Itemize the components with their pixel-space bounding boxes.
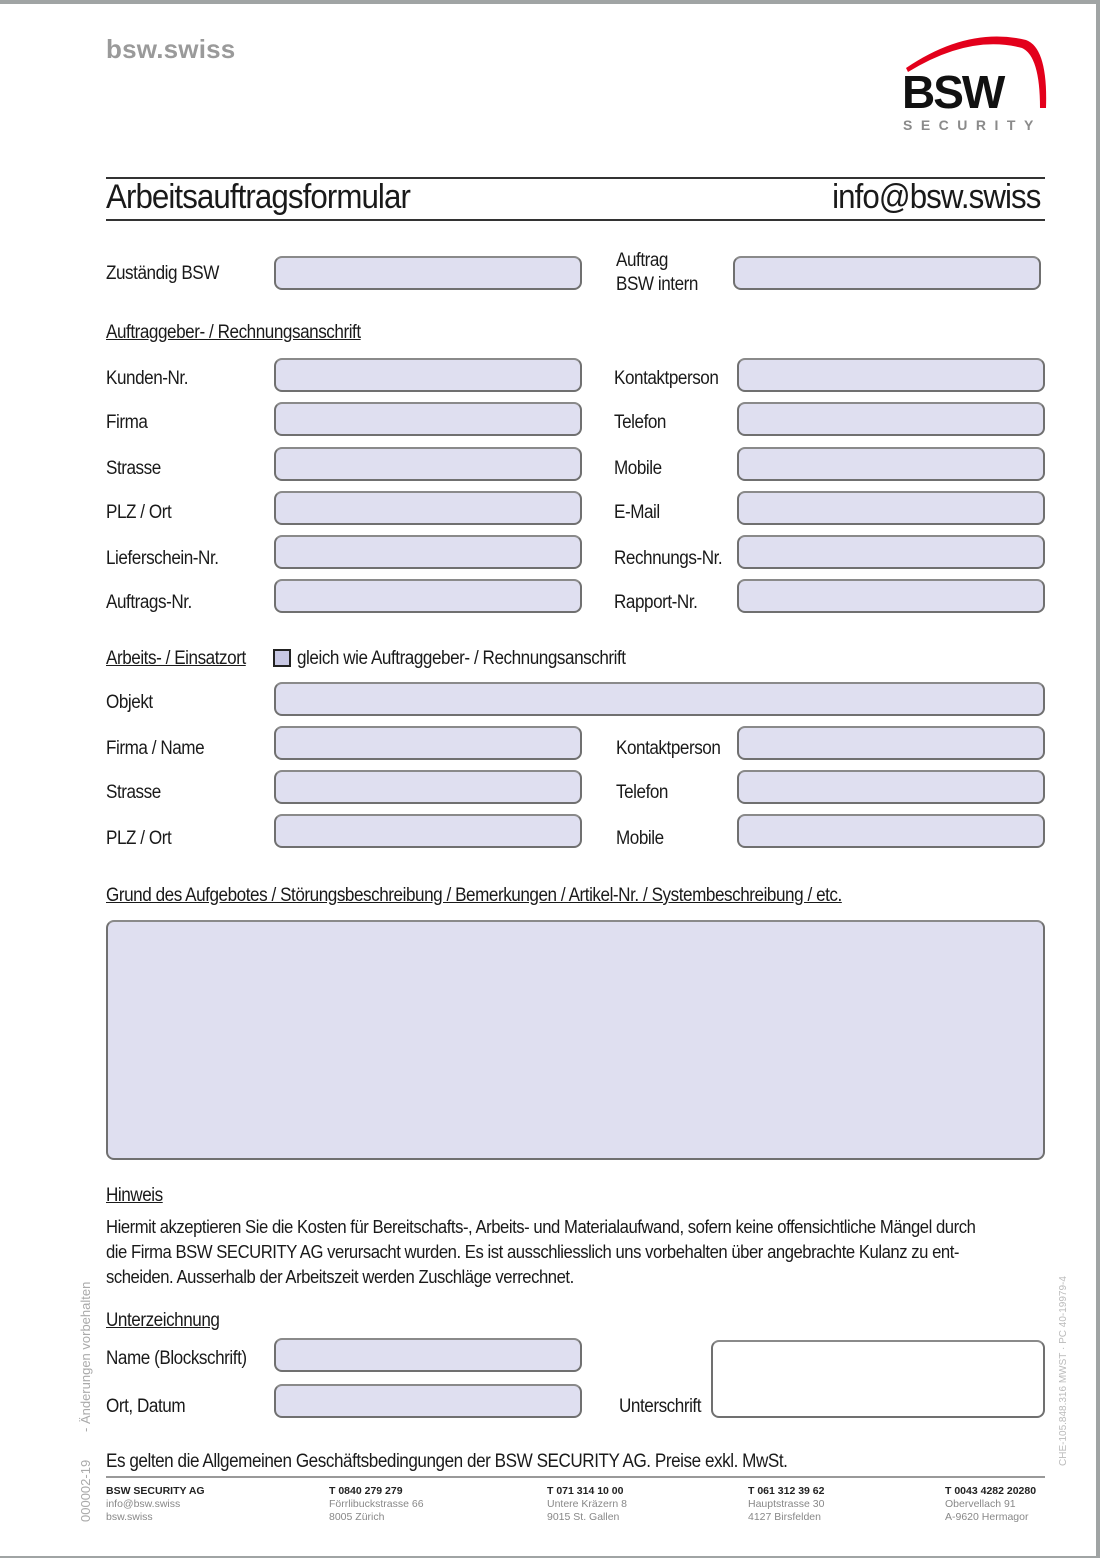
site-kontaktperson-label: Kontaktperson <box>616 738 721 759</box>
unterschrift-label: Unterschrift <box>619 1396 702 1417</box>
agb-text: Es gelten die Allgemeinen Geschäftsbedingungen der BSW SECURITY AG. Preise exkl. MwSt. <box>106 1451 788 1472</box>
footer-street: Förrlibuckstrasse 66 <box>329 1498 424 1510</box>
site-strasse-input[interactable] <box>274 770 582 804</box>
site-url: bsw.swiss <box>106 34 236 64</box>
footer-col-company <box>106 1485 205 1524</box>
notice-text <box>106 1214 1051 1289</box>
form-page <box>0 4 1096 1556</box>
site-strasse-label: Strasse <box>106 782 161 803</box>
auftrag-label-2: BSW intern <box>616 274 698 295</box>
telefon-input[interactable] <box>737 402 1045 436</box>
site-telefon-input[interactable] <box>737 770 1045 804</box>
ort-datum-input[interactable] <box>274 1384 582 1418</box>
signature-box[interactable] <box>711 1340 1045 1418</box>
changes-reserved: - Änderungen vorbehalten <box>78 1281 93 1432</box>
ort-datum-label: Ort, Datum <box>106 1396 186 1417</box>
auftrags-nr-label: Auftrags-Nr. <box>106 592 192 613</box>
email-label: E-Mail <box>614 502 660 523</box>
footer-rule <box>106 1476 1045 1478</box>
doc-number: 000002-19 <box>78 1459 93 1522</box>
footer-city: 4127 Birsfelden <box>748 1511 821 1523</box>
plz-ort-input[interactable] <box>274 491 582 525</box>
kunden-nr-input[interactable] <box>274 358 582 392</box>
strasse-input[interactable] <box>274 447 582 481</box>
firma-input[interactable] <box>274 402 582 436</box>
footer-city: A-9620 Hermagor <box>945 1511 1029 1523</box>
name-blockschrift-input[interactable] <box>274 1338 582 1372</box>
footer-company-email[interactable]: info@bsw.swiss <box>106 1498 181 1510</box>
footer-col-zuerich <box>329 1485 424 1524</box>
site-firma-input[interactable] <box>274 726 582 760</box>
telefon-label: Telefon <box>614 412 667 433</box>
objekt-label: Objekt <box>106 692 153 713</box>
name-blockschrift-label: Name (Blockschrift) <box>106 1348 247 1369</box>
zustaendig-label: Zuständig BSW <box>106 263 219 284</box>
footer-phone: T 071 314 10 00 <box>547 1485 624 1497</box>
auftrag-label-1: Auftrag <box>616 250 668 271</box>
site-plz-ort-input[interactable] <box>274 814 582 848</box>
contact-email: info@bsw.swiss <box>831 178 1040 216</box>
footer-col-stgallen <box>547 1485 627 1524</box>
rapport-nr-input[interactable] <box>737 579 1045 613</box>
bsw-logo <box>898 34 1050 138</box>
notice-line-2: die Firma BSW SECURITY AG verursacht wurden. Es ist ausschliesslich uns vorbehalten über angebrachte Kulanz zu ent- <box>106 1241 960 1262</box>
svg-text:BSW: BSW <box>902 66 1004 118</box>
footer-city: 8005 Zürich <box>329 1511 385 1523</box>
footer-company-name: BSW SECURITY AG <box>106 1485 205 1497</box>
rapport-nr-label: Rapport-Nr. <box>614 592 698 613</box>
description-textarea[interactable] <box>106 920 1045 1160</box>
logo-arc-icon <box>898 34 1050 138</box>
footer-street: Hauptstrasse 30 <box>748 1498 825 1510</box>
strasse-label: Strasse <box>106 458 161 479</box>
kontaktperson-input[interactable] <box>737 358 1045 392</box>
notice-line-3: scheiden. Ausserhalb der Arbeitszeit werden Zuschläge verrechnet. <box>106 1266 574 1287</box>
rechnungs-nr-input[interactable] <box>737 535 1045 569</box>
notice-line-1: Hiermit akzeptieren Sie die Kosten für Bereitschafts-, Arbeits- und Materialaufwand, sofern keine offensichtliche Mängel durch <box>106 1216 976 1237</box>
kontaktperson-label: Kontaktperson <box>614 368 719 389</box>
site-telefon-label: Telefon <box>616 782 669 803</box>
footer-col-birsfelden <box>748 1485 824 1524</box>
footer-street: Obervellach 91 <box>945 1498 1016 1510</box>
footer-phone: T 0840 279 279 <box>329 1485 403 1497</box>
mobile-input[interactable] <box>737 447 1045 481</box>
mobile-label: Mobile <box>614 458 662 479</box>
svg-text:SECURITY: SECURITY <box>903 117 1042 133</box>
same-address-label: gleich wie Auftraggeber- / Rechnungsanschrift <box>297 648 626 669</box>
same-address-checkbox[interactable] <box>273 649 291 667</box>
site-firma-label: Firma / Name <box>106 738 205 759</box>
site-plz-ort-label: PLZ / Ort <box>106 828 172 849</box>
plz-ort-label: PLZ / Ort <box>106 502 172 523</box>
title-rule-bottom <box>106 219 1045 221</box>
site-mobile-label: Mobile <box>616 828 664 849</box>
footer-col-hermagor <box>945 1485 1036 1524</box>
email-input[interactable] <box>737 491 1045 525</box>
footer-street: Untere Kräzern 8 <box>547 1498 627 1510</box>
firma-label: Firma <box>106 412 148 433</box>
auftrags-nr-input[interactable] <box>274 579 582 613</box>
notice-heading: Hinweis <box>106 1185 163 1206</box>
site-heading: Arbeits- / Einsatzort <box>106 648 246 669</box>
objekt-input[interactable] <box>274 682 1045 716</box>
auftrag-intern-input[interactable] <box>733 256 1041 290</box>
lieferschein-input[interactable] <box>274 535 582 569</box>
description-heading: Grund des Aufgebotes / Störungsbeschreibung / Bemerkungen / Artikel-Nr. / Systembeschreibung / etc. <box>106 885 842 906</box>
footer-city: 9015 St. Gallen <box>547 1511 620 1523</box>
kunden-nr-label: Kunden-Nr. <box>106 368 189 389</box>
zustaendig-input[interactable] <box>274 256 582 290</box>
billing-heading: Auftraggeber- / Rechnungsanschrift <box>106 322 361 343</box>
vat-postal-account: CHE-105.848.316 MWST · PC 40-19979-4 <box>1058 1276 1069 1466</box>
lieferschein-label: Lieferschein-Nr. <box>106 548 219 569</box>
rechnungs-nr-label: Rechnungs-Nr. <box>614 548 723 569</box>
site-mobile-input[interactable] <box>737 814 1045 848</box>
footer-phone: T 061 312 39 62 <box>748 1485 825 1497</box>
footer-phone: T 0043 4282 20280 <box>945 1485 1037 1497</box>
page-title: Arbeitsauftragsformular <box>106 178 410 216</box>
site-kontaktperson-input[interactable] <box>737 726 1045 760</box>
footer-company-web[interactable]: bsw.swiss <box>106 1511 153 1523</box>
signature-heading: Unterzeichnung <box>106 1310 220 1331</box>
